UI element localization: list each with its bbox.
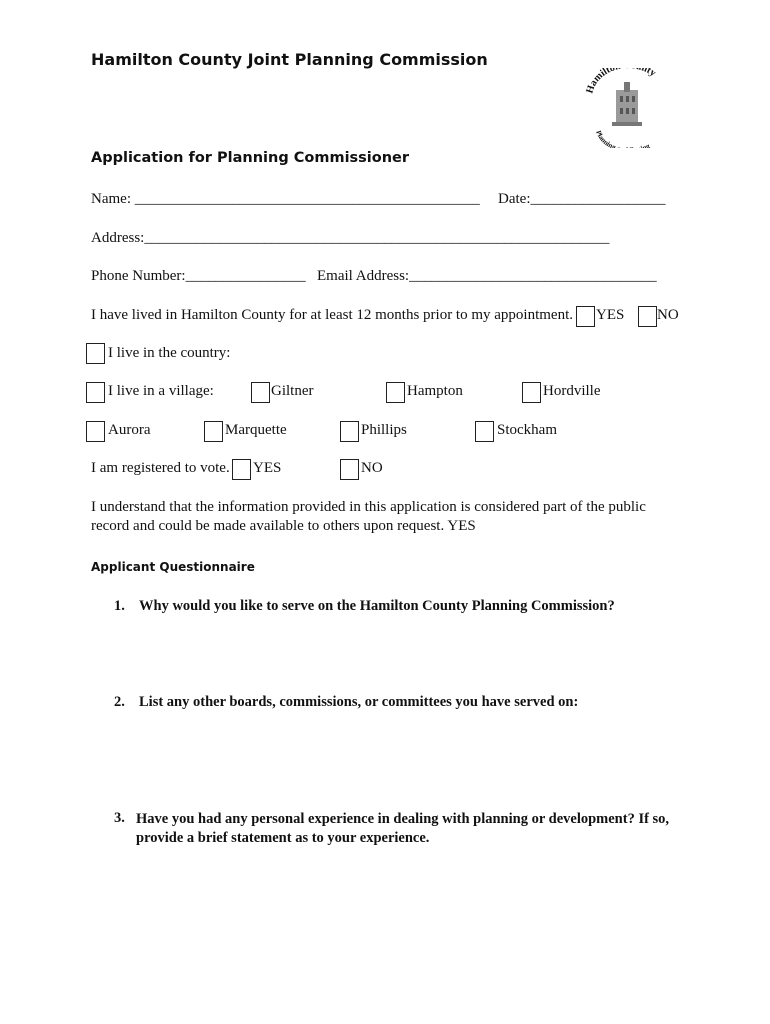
residency-no-label: NO [657, 307, 679, 323]
svg-text:Planning and Zoning [594, 130, 651, 148]
county-seal-image [578, 68, 674, 148]
phillips-checkbox[interactable] [340, 421, 359, 442]
aurora-label: Aurora [108, 422, 151, 438]
questionnaire-title: Applicant Questionnaire [91, 560, 255, 574]
registered-yes-label: YES [253, 460, 282, 476]
logo-top-text: Hamilto nty [584, 68, 658, 95]
marquette-checkbox[interactable] [204, 421, 223, 442]
public-record-statement: I understand that the information provided in this application is considered part of the public record and could be made available to others upon request. YES [91, 499, 646, 534]
email-field[interactable]: Email Address:_________________________________ [317, 268, 657, 284]
county-logo [578, 68, 674, 148]
aurora-checkbox[interactable] [86, 421, 105, 442]
question-1-text: Why would you like to serve on the Hamilton County Planning Commission? [139, 598, 615, 614]
hordville-label: Hordville [543, 383, 601, 399]
logo-bottom-text: Planning ng [594, 129, 652, 148]
registered-label: I am registered to vote. [91, 460, 230, 476]
country-checkbox[interactable] [86, 343, 105, 364]
country-label: I live in the country: [108, 345, 231, 361]
registered-yes-checkbox[interactable] [232, 459, 251, 480]
question-2-text: List any other boards, commissions, or committees you have served on: [139, 694, 579, 710]
giltner-checkbox[interactable] [251, 382, 270, 403]
residency-no-checkbox[interactable] [638, 306, 657, 327]
hampton-checkbox[interactable] [386, 382, 405, 403]
name-field[interactable]: Name: ______________________________________________ [91, 191, 480, 207]
address-field[interactable]: Address:______________________________________________________________ [91, 230, 610, 246]
question-3-text: Have you had any personal experience in dealing with planning or development? If so, provide a brief statement as to your experience. [136, 811, 670, 846]
residency-yes-label: YES [596, 307, 625, 323]
marquette-label: Marquette [225, 422, 287, 438]
question-number: 3. [114, 810, 125, 826]
stockham-checkbox[interactable] [475, 421, 494, 442]
registered-no-label: NO [361, 460, 383, 476]
hampton-label: Hampton [407, 383, 463, 399]
phone-field[interactable]: Phone Number:________________ [91, 268, 306, 284]
document-title: Hamilton County Joint Planning Commission [91, 50, 488, 69]
form-title: Application for Planning Commissioner [91, 150, 410, 166]
question-number: 1. [114, 598, 125, 614]
giltner-label: Giltner [271, 383, 314, 399]
residency-statement: I have lived in Hamilton County for at least 12 months prior to my appointment. [91, 307, 574, 323]
date-field[interactable]: Date:__________________ [498, 191, 666, 207]
question-number: 2. [114, 694, 125, 710]
village-checkbox[interactable] [86, 382, 105, 403]
village-label: I live in a village: [108, 383, 214, 399]
phillips-label: Phillips [361, 422, 407, 438]
stockham-label: Stockham [497, 422, 557, 438]
residency-yes-checkbox[interactable] [576, 306, 595, 327]
registered-no-checkbox[interactable] [340, 459, 359, 480]
hordville-checkbox[interactable] [522, 382, 541, 403]
